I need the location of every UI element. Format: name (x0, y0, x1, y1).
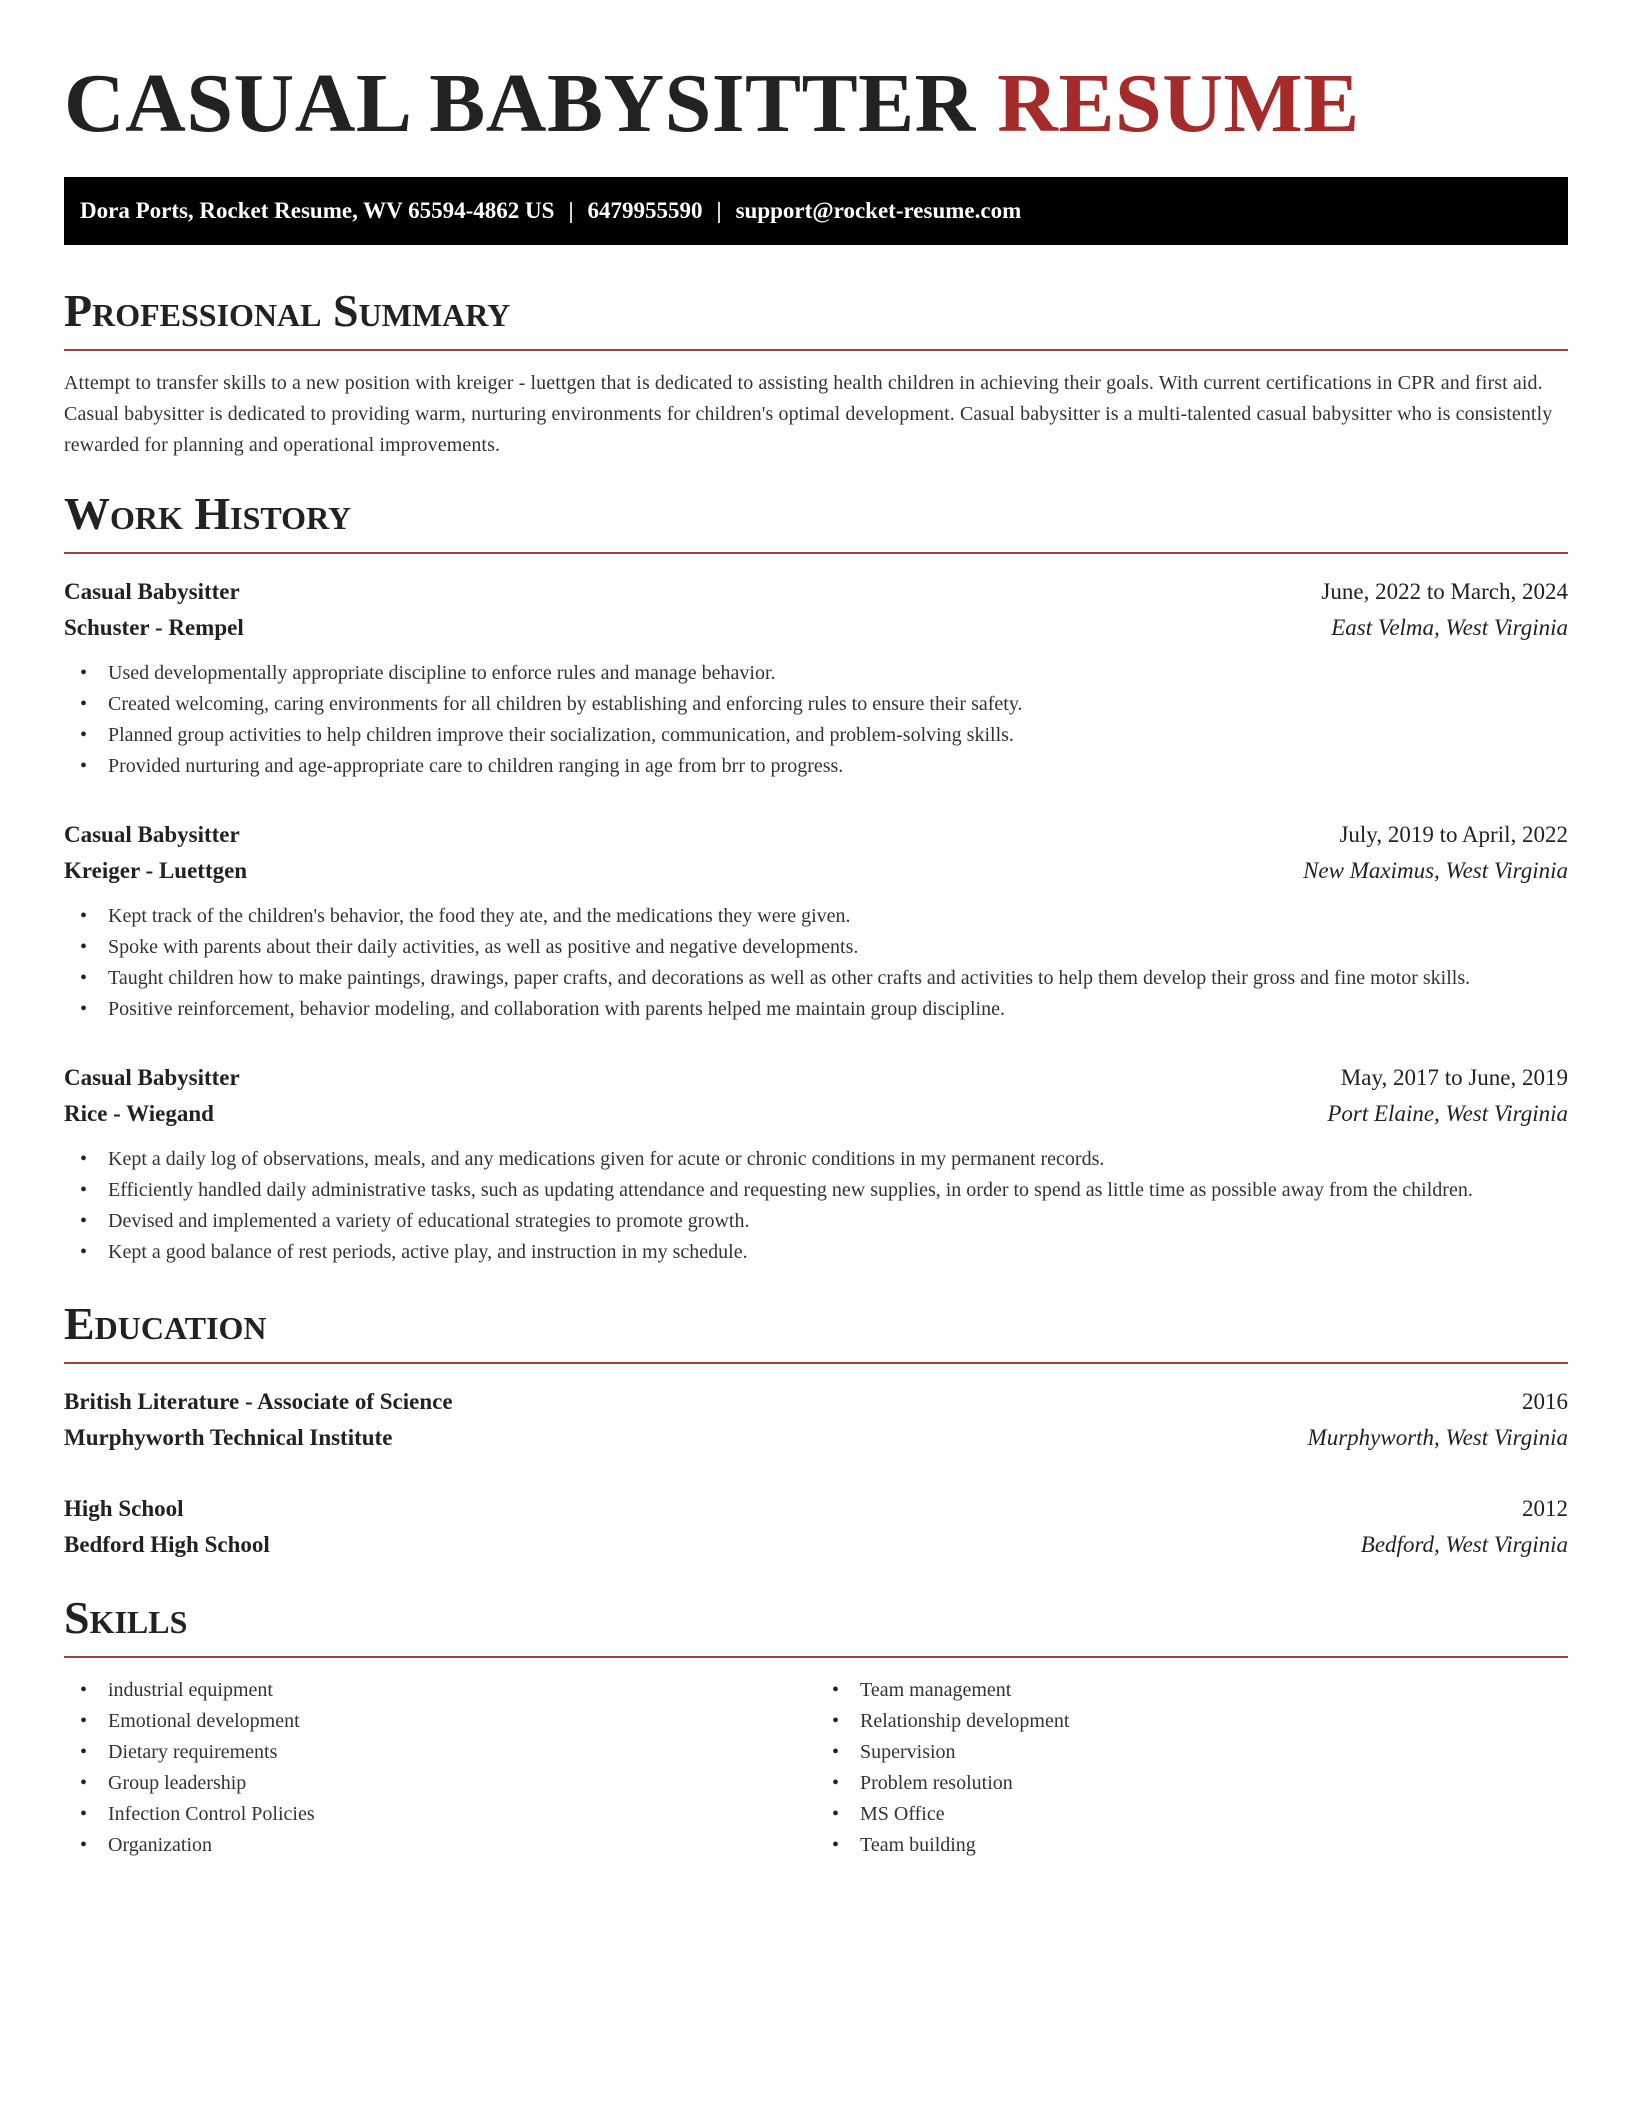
skills-grid (64, 1675, 1568, 1861)
contact-phone: 6479955590 (587, 198, 703, 223)
skill-item: • Relationship development (832, 1706, 1568, 1737)
skills-heading: Skills (64, 1592, 1568, 1658)
contact-address: Dora Ports, Rocket Resume, WV 65594-4862 US (80, 198, 555, 223)
job-title: Casual Babysitter (64, 1065, 240, 1090)
education-year: 2012 (1522, 1496, 1568, 1521)
job-title-row (64, 817, 1568, 853)
job-bullets (64, 901, 1568, 1025)
job-bullet: • Provided nurturing and age-appropriate care to children ranging in age from brr to progress. (80, 751, 1568, 782)
education-location: Bedford, West Virginia (1360, 1532, 1568, 1557)
skill-item: • industrial equipment (80, 1675, 816, 1706)
education-school: Bedford High School (64, 1532, 270, 1557)
job-company-row (64, 1096, 1568, 1132)
job-dates: June, 2022 to March, 2024 (1321, 579, 1568, 604)
summary-section (64, 285, 1568, 461)
skill-item: • Supervision (832, 1737, 1568, 1768)
skills-column-left (64, 1675, 816, 1861)
education-location: Murphyworth, West Virginia (1307, 1425, 1568, 1450)
contact-separator: | (716, 198, 722, 223)
skill-item: • Organization (80, 1830, 816, 1861)
job-bullet: • Used developmentally appropriate discipline to enforce rules and manage behavior. (80, 658, 1568, 689)
job-bullet: • Spoke with parents about their daily activities, as well as positive and negative developments. (80, 932, 1568, 963)
job-bullet: • Kept a good balance of rest periods, active play, and instruction in my schedule. (80, 1237, 1568, 1268)
contact-separator: | (568, 198, 574, 223)
skill-item: • Infection Control Policies (80, 1799, 816, 1830)
education-degree: High School (64, 1496, 184, 1521)
work-history-heading: Work History (64, 488, 1568, 554)
job-entry (64, 574, 1568, 782)
skills-list-left (64, 1675, 816, 1861)
job-bullet: • Kept track of the children's behavior, the food they ate, and the medications they were given. (80, 901, 1568, 932)
skill-item: • MS Office (832, 1799, 1568, 1830)
job-company-row (64, 853, 1568, 889)
job-location: East Velma, West Virginia (1331, 615, 1568, 640)
resume-title (64, 56, 1568, 152)
job-bullet: • Devised and implemented a variety of educational strategies to promote growth. (80, 1206, 1568, 1237)
job-dates: July, 2019 to April, 2022 (1339, 822, 1568, 847)
skills-column-right (816, 1675, 1568, 1861)
skills-section (64, 1592, 1568, 1861)
education-school-row (64, 1420, 1568, 1456)
job-title: Casual Babysitter (64, 579, 240, 604)
job-location: New Maximus, West Virginia (1303, 858, 1568, 883)
job-bullets (64, 658, 1568, 782)
skill-item: • Problem resolution (832, 1768, 1568, 1799)
education-degree-row (64, 1491, 1568, 1527)
education-degree-row (64, 1384, 1568, 1420)
job-bullet: • Efficiently handled daily administrative tasks, such as updating attendance and requesting new supplies, in order to spend as little time as possible away from the children. (80, 1175, 1568, 1206)
job-title-row (64, 1060, 1568, 1096)
job-bullet: • Kept a daily log of observations, meals, and any medications given for acute or chronic conditions in my permanent records. (80, 1144, 1568, 1175)
education-heading: Education (64, 1298, 1568, 1364)
job-bullet: • Created welcoming, caring environments for all children by establishing and enforcing rules to ensure their safety. (80, 689, 1568, 720)
job-bullet: • Positive reinforcement, behavior modeling, and collaboration with parents helped me maintain group discipline. (80, 994, 1568, 1025)
title-main: CASUAL BABYSITTER (64, 57, 976, 150)
education-section (64, 1298, 1568, 1563)
job-bullets (64, 1144, 1568, 1268)
job-company: Schuster - Rempel (64, 615, 244, 640)
work-history-section (64, 488, 1568, 1268)
job-company: Kreiger - Luettgen (64, 858, 248, 883)
skill-item: • Team management (832, 1675, 1568, 1706)
summary-text: Attempt to transfer skills to a new position with kreiger - luettgen that is dedicated to assisting health children in achieving their goals. With current certifications in CPR and first aid. Casual babysitter is dedicated to providing warm, nurturing environments for children's optimal development. Casual babysitter is a multi-talented casual babysitter who is consistently rewarded for planning and operational improvements. (64, 372, 1553, 456)
contact-bar (64, 177, 1568, 245)
job-dates: May, 2017 to June, 2019 (1340, 1065, 1568, 1090)
education-entry (64, 1384, 1568, 1456)
title-accent: RESUME (997, 57, 1360, 150)
skill-item: • Group leadership (80, 1768, 816, 1799)
education-school: Murphyworth Technical Institute (64, 1425, 393, 1450)
skills-list-right (816, 1675, 1568, 1861)
education-entry (64, 1491, 1568, 1563)
skill-item: • Team building (832, 1830, 1568, 1861)
skill-item: • Dietary requirements (80, 1737, 816, 1768)
job-bullet: • Taught children how to make paintings, drawings, paper crafts, and decorations as well as other crafts and activities to help them develop their gross and fine motor skills. (80, 963, 1568, 994)
education-school-row (64, 1527, 1568, 1563)
contact-email: support@rocket-resume.com (735, 198, 1022, 223)
job-title: Casual Babysitter (64, 822, 240, 847)
job-company-row (64, 610, 1568, 646)
skill-item: • Emotional development (80, 1706, 816, 1737)
job-company: Rice - Wiegand (64, 1101, 214, 1126)
job-entry (64, 1060, 1568, 1268)
job-bullet: • Planned group activities to help children improve their socialization, communication, and problem-solving skills. (80, 720, 1568, 751)
job-title-row (64, 574, 1568, 610)
job-location: Port Elaine, West Virginia (1327, 1101, 1568, 1126)
education-year: 2016 (1522, 1389, 1568, 1414)
job-entry (64, 817, 1568, 1025)
education-degree: British Literature - Associate of Science (64, 1389, 453, 1414)
summary-heading: Professional Summary (64, 285, 1568, 351)
